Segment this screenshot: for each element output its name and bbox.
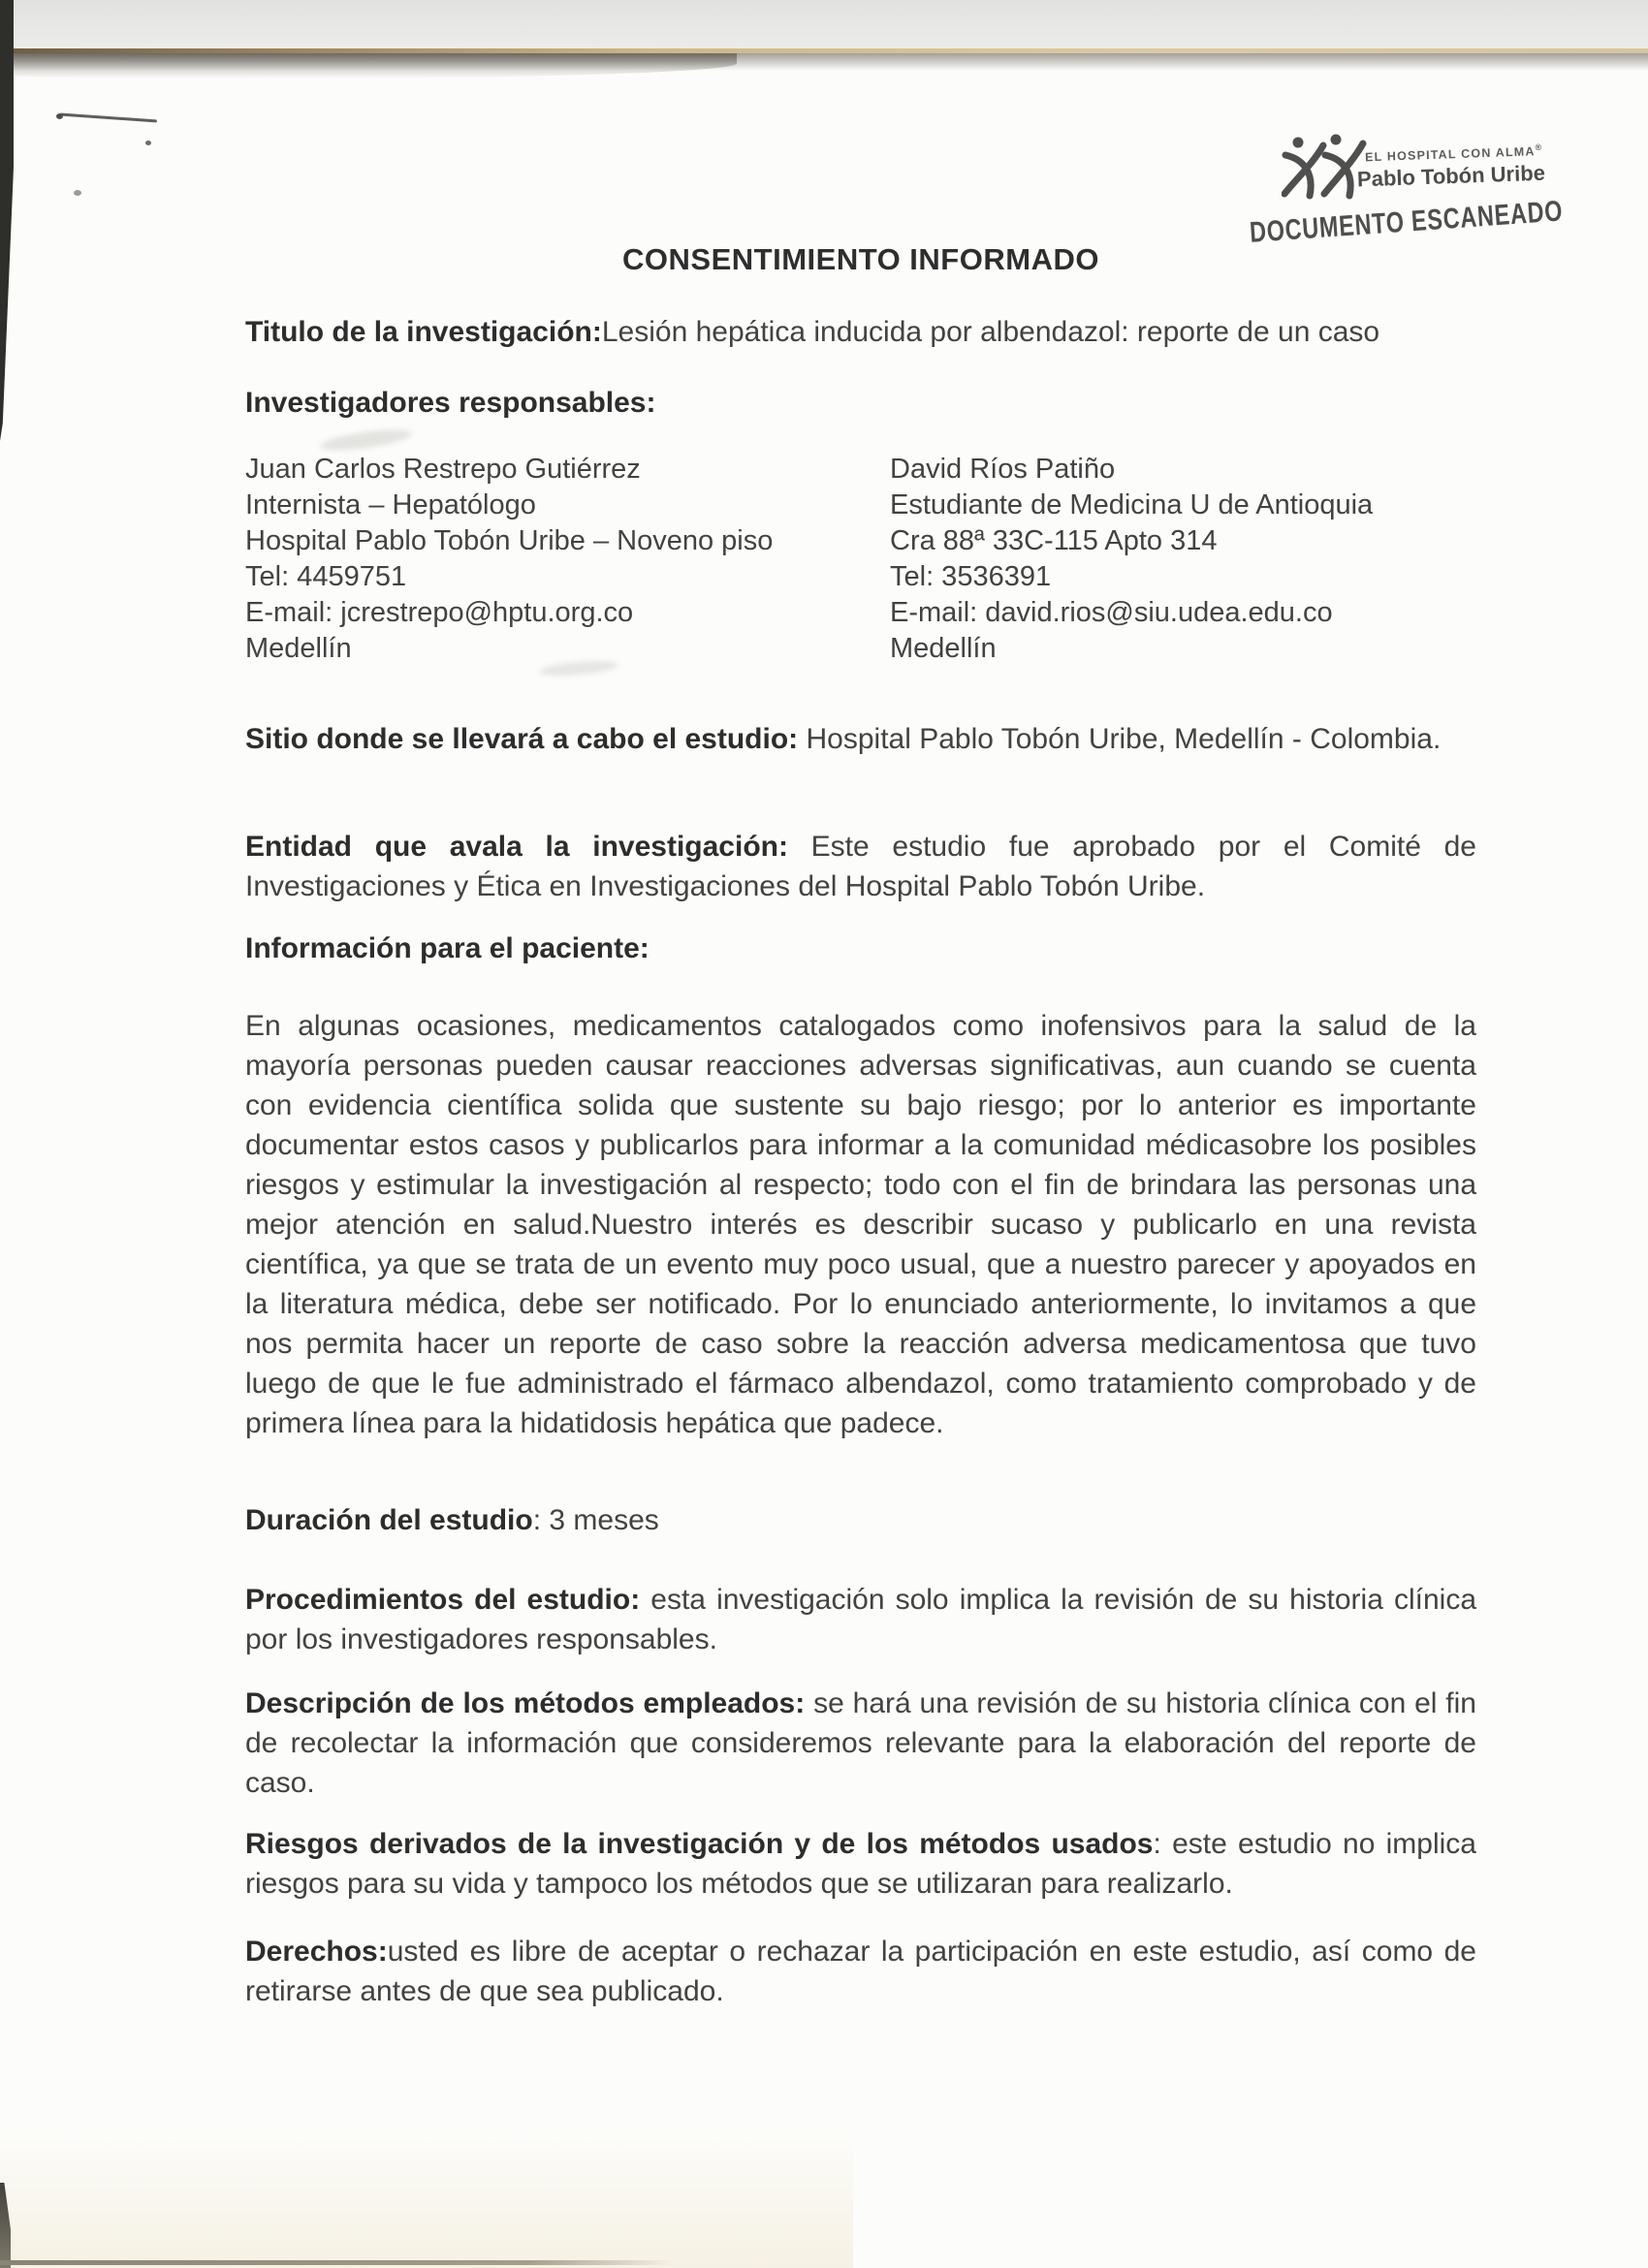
pen-mark-dot: [56, 113, 63, 119]
hospital-logo-name: Pablo Tobón Uribe: [1356, 160, 1546, 192]
section-duration: [245, 1500, 1476, 1540]
document-title: CONSENTIMIENTO INFORMADO: [622, 242, 1099, 276]
investigator-city: Medellín: [890, 633, 997, 664]
procedures-text: esta investigación solo implica la revisión de su historia clínica por los investigadores responsables.: [245, 1584, 1477, 1655]
investigator-role: Internista – Hepatólogo: [245, 489, 536, 520]
patient-info-paragraph: En algunas ocasiones, medicamentos catalogados como inofensivos para la salud de la mayoría personas pueden causar reacciones adversas significativas, aun cuando se cuenta con evidencia científica solida que sustente su bajo riesgo; por lo anterior es importante documentar estos casos y publicarlos para informar a la comunidad médicasobre los posibles riesgos y estimular la investigación al respecto; todo con el fin de brindara las personas una mejor atención en salud.Nuestro interés es describir sucaso y publicarlo en una revista científica, ya que se trata de un evento muy poco usual, que a nuestro parecer y apoyados en la literatura médica, debe ser notificado. Por lo enunciado anteriormente, lo invitamos a que nos permita hacer un reporte de caso sobre la reacción adversa medicamentosa que tuvo luego de que le fue administrado el fármaco albendazol, como tratamiento comprobado y de primera línea para la hidatidosis hepática que padece.: [245, 1010, 1476, 1439]
patient-info-heading: Información para el paciente:: [245, 932, 650, 964]
trademark-icon: ®: [1535, 142, 1542, 153]
investigator-name: David Ríos Patiño: [890, 454, 1116, 485]
study-site-label: Sitio donde se llevará a cabo el estudio:: [245, 723, 799, 755]
section-endorsing-entity: [245, 827, 1476, 906]
investigator-email: E-mail: jcrestrepo@hptu.org.co: [245, 597, 634, 628]
procedures-label: Procedimientos del estudio:: [245, 1584, 641, 1616]
section-procedures: [245, 1580, 1476, 1659]
duration-text: : 3 meses: [532, 1504, 659, 1536]
rights-label: Derechos:: [245, 1936, 388, 1968]
section-risks: [245, 1824, 1476, 1904]
scan-bottom-left-tint: [0, 2132, 853, 2268]
methods-text: se hará una revisión de su historia clínica con el fin de recolectar la información que consideremos relevante para la elaboración del reporte de caso.: [245, 1687, 1476, 1799]
logo-tagline-text: EL HOSPITAL CON ALMA: [1364, 144, 1536, 165]
investigator-phone: Tel: 4459751: [245, 561, 407, 592]
scan-left-dark-strip-top: [0, 0, 14, 441]
investigator-name: Juan Carlos Restrepo Gutiérrez: [245, 454, 641, 485]
investigator-left-block: [245, 452, 885, 667]
investigators-heading: Investigadores responsables:: [245, 387, 656, 419]
ink-speck: [74, 190, 81, 196]
research-title-line: [245, 312, 1476, 352]
research-title-label: Titulo de la investigación:: [245, 316, 602, 348]
risks-label: Riesgos derivados de la investigación y de los métodos usados: [245, 1828, 1154, 1860]
scan-smudge: [319, 425, 412, 454]
endorsing-entity-text: Este estudio fue aprobado por el Comité de Investigaciones y Ética en Investigaciones del Hospital Pablo Tobón Uribe.: [245, 831, 1476, 902]
endorsing-entity-label: Entidad que avala la investigación:: [245, 831, 788, 863]
section-methods-description: [245, 1684, 1476, 1803]
investigator-right-block: [890, 452, 1530, 667]
risks-text: : este estudio no implica riesgos para su vida y tampoco los métodos que se utilizaran para realizarlo.: [245, 1828, 1476, 1900]
investigator-role: Estudiante de Medicina U de Antioquia: [890, 489, 1374, 520]
investigator-email: E-mail: david.rios@siu.udea.edu.co: [890, 597, 1333, 628]
research-title-value: Lesión hepática inducida por albendazol: reporte de un caso: [601, 316, 1380, 348]
duration-label: Duración del estudio: [245, 1504, 533, 1536]
scanner-top-band: [0, 0, 1648, 48]
investigator-city: Medellín: [245, 633, 352, 664]
ink-speck: [145, 141, 151, 145]
investigator-address: Cra 88ª 33C-115 Apto 314: [890, 525, 1218, 556]
pen-mark: [60, 113, 157, 123]
section-study-site: [245, 719, 1476, 759]
paper-edge-shadow-left: [0, 53, 737, 79]
rights-text: usted es libre de aceptar o rechazar la participación en este estudio, así como de retirarse antes de que sea publicado.: [245, 1936, 1476, 2007]
investigator-phone: Tel: 3536391: [890, 561, 1052, 592]
methods-label: Descripción de los métodos empleados:: [245, 1687, 806, 1719]
study-site-text: Hospital Pablo Tobón Uribe, Medellín - Colombia.: [798, 723, 1442, 755]
scanned-document-stamp: DOCUMENTO ESCANEADO: [1249, 195, 1565, 249]
investigator-address: Hospital Pablo Tobón Uribe – Noveno piso: [245, 525, 774, 556]
section-rights: [245, 1932, 1476, 2011]
